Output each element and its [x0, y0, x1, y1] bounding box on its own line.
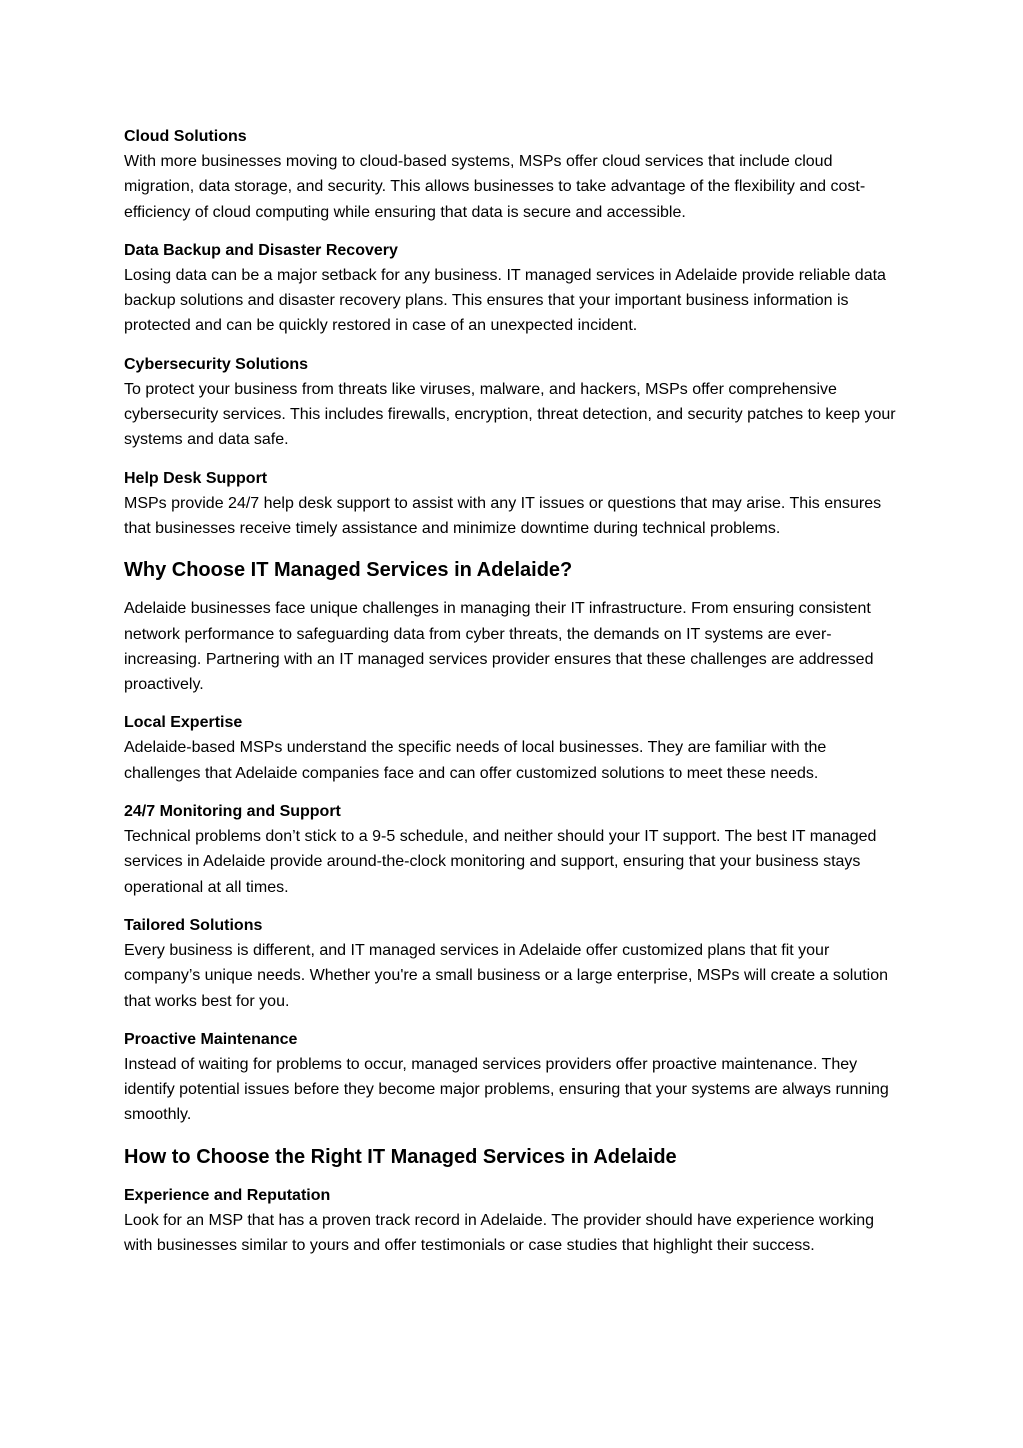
criterion-experience-reputation — [124, 1183, 904, 1259]
service-help-desk — [124, 466, 904, 542]
sub-heading: 24/7 Monitoring and Support — [124, 803, 341, 821]
reason-tailored-solutions — [124, 913, 904, 1014]
paragraph: Instead of waiting for problems to occur, managed services providers offer proactive maintenance. They identify potential issues before they become major problems, ensuring that your systems are always running smoothly. — [124, 1055, 889, 1124]
sub-heading: Tailored Solutions — [124, 916, 263, 934]
paragraph: MSPs provide 24/7 help desk support to assist with any IT issues or questions that may arise. This ensures that businesses receive timely assistance and minimize downtime during technical problems. — [124, 494, 882, 537]
service-cybersecurity — [124, 352, 904, 453]
paragraph: Losing data can be a major setback for any business. IT managed services in Adelaide provide reliable data backup solutions and disaster recovery plans. This ensures that your important business information is protected and can be quickly restored in case of an unexpected incident. — [124, 266, 886, 335]
sub-heading: Data Backup and Disaster Recovery — [124, 241, 398, 259]
service-cloud-solutions — [124, 124, 904, 225]
sub-heading: Cybersecurity Solutions — [124, 355, 309, 373]
sub-heading: Proactive Maintenance — [124, 1030, 298, 1048]
paragraph: With more businesses moving to cloud-based systems, MSPs offer cloud services that include cloud migration, data storage, and security. This allows businesses to take advantage of the flexibility and cost-efficiency of cloud computing while ensuring that data is secure and accessible. — [124, 153, 866, 221]
sub-heading: Local Expertise — [124, 714, 243, 732]
paragraph: Adelaide-based MSPs understand the specific needs of local businesses. They are familiar with the challenges that Adelaide companies face and can offer customized solutions to meet these needs. — [124, 739, 827, 782]
reason-local-expertise — [124, 710, 904, 786]
section-heading-how-to-choose: How to Choose the Right IT Managed Services in Adelaide — [124, 1145, 677, 1168]
service-data-backup — [124, 238, 904, 339]
sub-heading: Cloud Solutions — [124, 128, 247, 145]
section-heading-why-choose: Why Choose IT Managed Services in Adelaide? — [124, 559, 573, 582]
paragraph: Look for an MSP that has a proven track record in Adelaide. The provider should have experience working with businesses similar to yours and offer testimonials or case studies that highlight their success. — [124, 1211, 875, 1255]
document-page — [124, 124, 904, 1271]
paragraph: Every business is different, and IT managed services in Adelaide offer customized plans that fit your company’s unique needs. Whether you're a small business or a large enterprise, MSPs will create a solution that works best for you. — [124, 941, 889, 1010]
intro-paragraph: Adelaide businesses face unique challenges in managing their IT infrastructure. From ensuring consistent network performance to safeguarding data from cyber threats, the demands on IT systems are ever-increasing. Partnering with an IT managed services provider ensures that these challenges are addressed proactively. — [124, 600, 874, 694]
reason-monitoring-support — [124, 799, 904, 900]
reason-proactive-maintenance — [124, 1027, 904, 1128]
sub-heading: Experience and Reputation — [124, 1186, 331, 1204]
sub-heading: Help Desk Support — [124, 469, 268, 487]
paragraph: Technical problems don’t stick to a 9-5 schedule, and neither should your IT support. The best IT managed services in Adelaide provide around-the-clock monitoring and support, ensuring that your business stays operational at all times. — [124, 828, 877, 896]
paragraph: To protect your business from threats like viruses, malware, and hackers, MSPs offer comprehensive cybersecurity services. This includes firewalls, encryption, threat detection, and security patches to keep your systems and data safe. — [124, 380, 896, 449]
